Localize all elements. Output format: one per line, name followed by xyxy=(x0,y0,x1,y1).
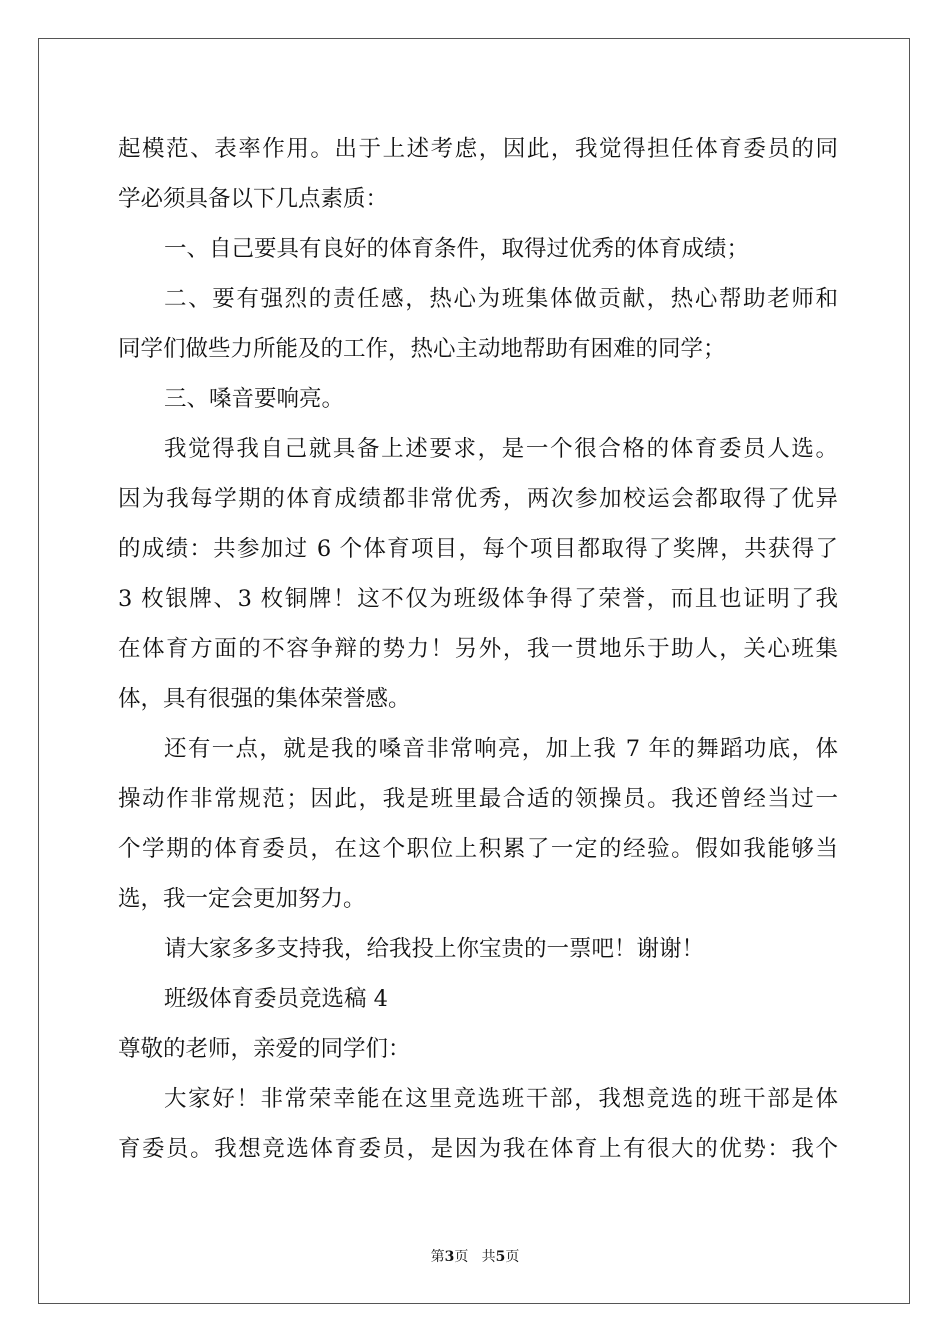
text-line: 3 枚银牌、3 枚铜牌！这不仅为班级体争得了荣誉，而且也证明了我 xyxy=(118,586,838,612)
text-line: 二、要有强烈的责任感，热心为班集体做贡献，热心帮助老师和 xyxy=(164,286,838,312)
text-line: 一、自己要具有良好的体育条件，取得过优秀的体育成绩； xyxy=(164,236,750,262)
text-line: 请大家多多支持我，给我投上你宝贵的一票吧！谢谢！ xyxy=(164,936,705,962)
text-line: 尊敬的老师，亲爱的同学们： xyxy=(118,1036,411,1062)
text-line: 因为我每学期的体育成绩都非常优秀，两次参加校运会都取得了优异 xyxy=(118,486,838,512)
text-line: 育委员。我想竞选体育委员，是因为我在体育上有很大的优势：我个 xyxy=(118,1136,838,1162)
body-text xyxy=(118,124,838,1174)
text-line: 的成绩：共参加过 6 个体育项目，每个项目都取得了奖牌，共获得了 xyxy=(118,536,838,562)
current-page-number: 3 xyxy=(444,1249,455,1265)
text-line: 操动作非常规范；因此，我是班里最合适的领操员。我还曾经当过一 xyxy=(118,786,838,812)
page-footer xyxy=(0,1248,950,1266)
text-line: 同学们做些力所能及的工作，热心主动地帮助有困难的同学； xyxy=(118,336,726,362)
text-line: 班级体育委员竞选稿 4 xyxy=(164,986,388,1012)
text-line: 学必须具备以下几点素质： xyxy=(118,186,389,212)
text-line: 起模范、表率作用。出于上述考虑，因此，我觉得担任体育委员的同 xyxy=(118,136,838,162)
text-line: 还有一点，就是我的嗓音非常响亮，加上我 7 年的舞蹈功底，体 xyxy=(164,736,838,762)
text-line: 个学期的体育委员，在这个职位上积累了一定的经验。假如我能够当 xyxy=(118,836,838,862)
text-line: 三、嗓音要响亮。 xyxy=(164,386,345,412)
text-line: 在体育方面的不容争辩的势力！另外，我一贯地乐于助人，关心班集 xyxy=(118,636,838,662)
text-line: 我觉得我自己就具备上述要求，是一个很合格的体育委员人选。 xyxy=(164,436,838,462)
page-prefix: 第 xyxy=(430,1249,445,1265)
text-line: 选，我一定会更加努力。 xyxy=(118,886,366,912)
page-suffix: 页 xyxy=(454,1249,469,1265)
text-line: 体，具有很强的集体荣誉感。 xyxy=(118,686,411,712)
total-page-number: 5 xyxy=(495,1249,506,1265)
text-line: 大家好！非常荣幸能在这里竞选班干部，我想竞选的班干部是体 xyxy=(164,1086,838,1112)
total-prefix: 共 xyxy=(481,1249,496,1265)
total-suffix: 页 xyxy=(505,1249,520,1265)
